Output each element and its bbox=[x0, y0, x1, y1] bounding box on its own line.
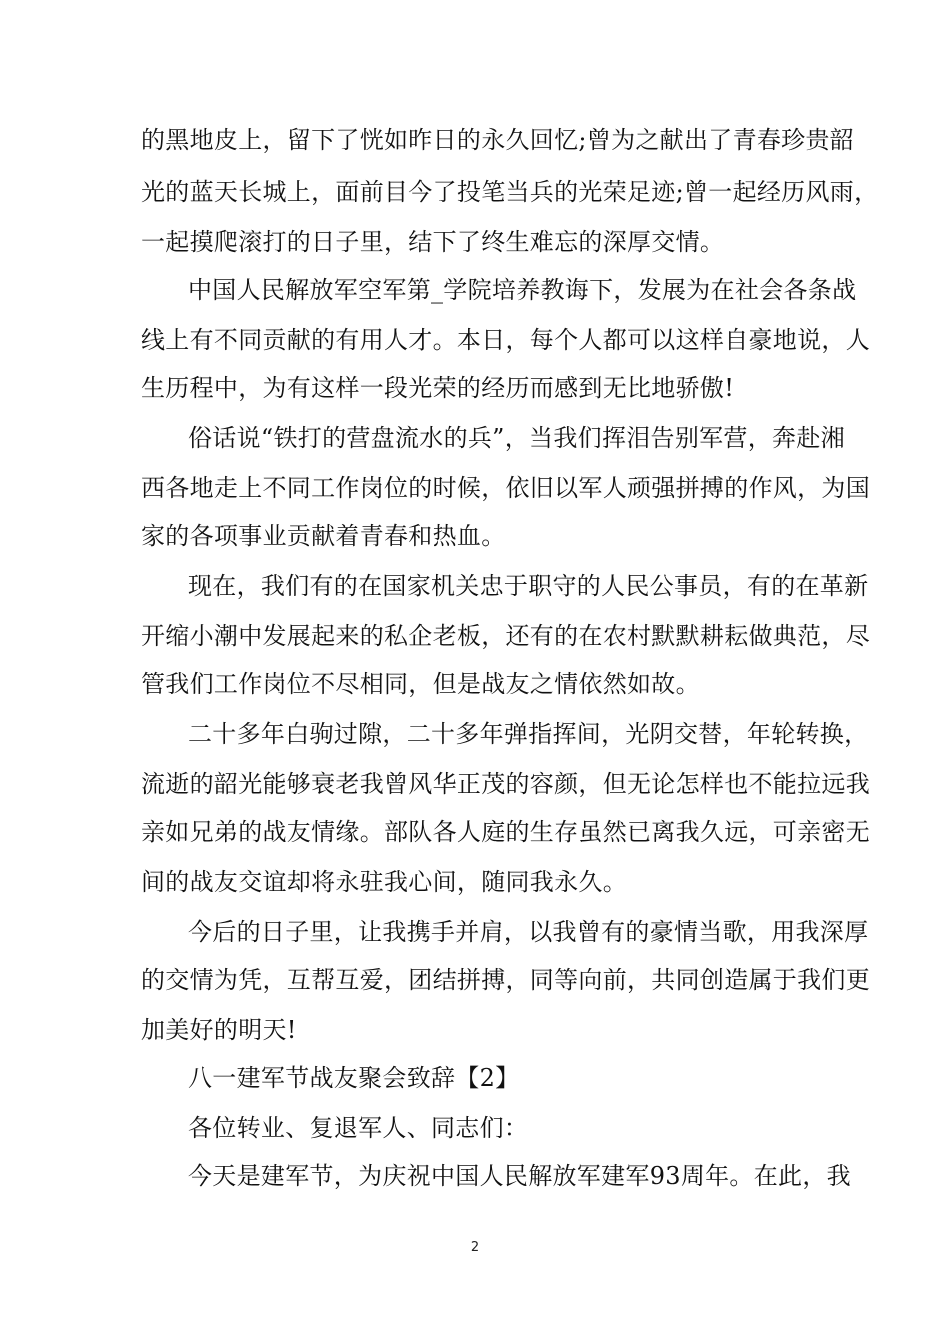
text-line: 西各地走上不同工作岗位的时候，依旧以军人顽强拼搏的作风，为国 bbox=[141, 474, 870, 502]
text-line: 线上有不同贡献的有用人才。本日，每个人都可以这样自豪地说，人 bbox=[141, 326, 870, 354]
text-line: 今后的日子里，让我携手并肩，以我曾有的豪情当歌，用我深厚 bbox=[188, 918, 869, 946]
text-line: 亲如兄弟的战友情缘。部队各人庭的生存虽然已离我久远，可亲密无 bbox=[141, 818, 870, 846]
text-line: 中国人民解放军空军第_学院培养教诲下，发展为在社会各条战 bbox=[188, 276, 857, 304]
text-line: 家的各项事业贡献着青春和热血。 bbox=[141, 522, 506, 550]
text-line: 二十多年白驹过隙，二十多年弹指挥间，光阴交替，年轮转换， bbox=[188, 720, 869, 748]
text-line: 的交情为凭，互帮互爱，团结拼搏，同等向前，共同创造属于我们更 bbox=[141, 966, 870, 994]
page-number: 2 bbox=[470, 1240, 480, 1255]
section-heading: 八一建军节战友聚会致辞【2】 bbox=[188, 1064, 520, 1092]
text-line: 流逝的韶光能够衰老我曾风华正茂的容颜，但无论怎样也不能拉远我 bbox=[141, 770, 870, 798]
text-line: 光的蓝天长城上，面前目今了投笔当兵的光荣足迹;曾一起经历风雨， bbox=[141, 178, 879, 206]
text-line: 现在，我们有的在国家机关忠于职守的人民公事员，有的在革新 bbox=[188, 572, 869, 600]
text-line: 今天是建军节，为庆祝中国人民解放军建军93周年。在此，我 bbox=[188, 1162, 851, 1190]
text-line: 生历程中，为有这样一段光荣的经历而感到无比地骄傲! bbox=[141, 374, 735, 402]
salutation: 各位转业、复退军人、同志们： bbox=[188, 1114, 529, 1142]
text-line: 加美好的明天! bbox=[141, 1016, 297, 1044]
text-line: 间的战友交谊却将永驻我心间，随同我永久。 bbox=[141, 868, 627, 896]
text-line: 开缩小潮中发展起来的私企老板，还有的在农村默默耕耘做典范，尽 bbox=[141, 622, 870, 650]
text-line: 管我们工作岗位不尽相同，但是战友之情依然如故。 bbox=[141, 670, 700, 698]
text-line: 俗话说“铁打的营盘流水的兵”，当我们挥泪告别军营，奔赴湘 bbox=[188, 424, 845, 452]
text-line: 一起摸爬滚打的日子里，结下了终生难忘的深厚交情。 bbox=[141, 228, 725, 256]
text-line: 的黑地皮上，留下了恍如昨日的永久回忆;曾为之献出了青春珍贵韶 bbox=[141, 126, 855, 154]
